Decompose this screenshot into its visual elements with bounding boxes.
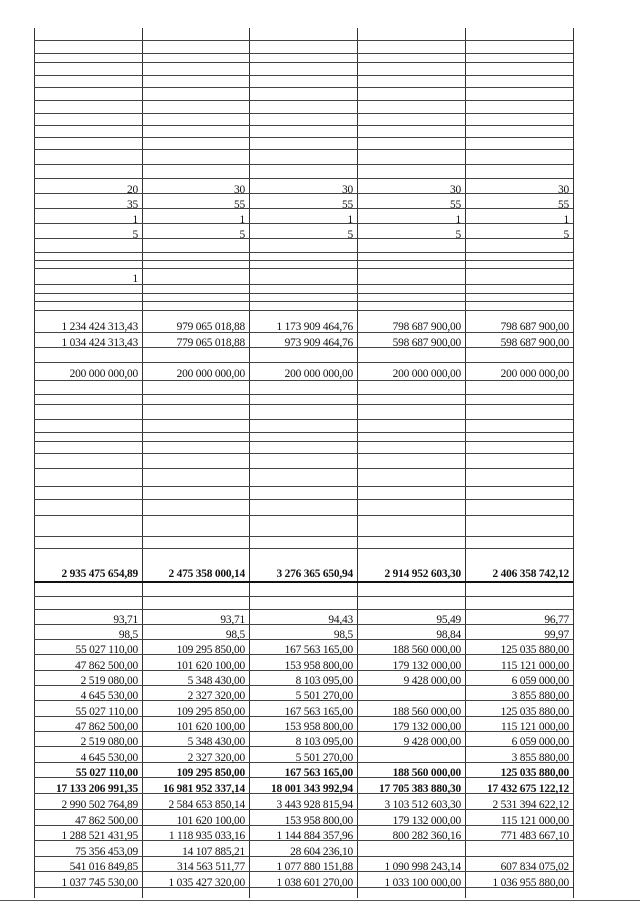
table-cell: 55 <box>450 199 461 211</box>
table-cell: 125 035 880,00 <box>500 644 569 656</box>
table-cell: 798 687 900,00 <box>500 321 569 333</box>
table-cell: 98,84 <box>436 629 461 641</box>
table-cell: 1 <box>132 214 138 226</box>
table-cell: 1 036 955 880,00 <box>492 877 569 889</box>
table-cell: 55 <box>342 199 353 211</box>
row-rule <box>34 468 573 469</box>
table-row <box>34 751 573 765</box>
table-cell: 1 <box>347 214 353 226</box>
row-rule <box>34 404 573 405</box>
table-row <box>34 272 573 286</box>
row-rule <box>34 40 573 41</box>
table-cell: 1 037 745 530,00 <box>61 877 138 889</box>
table-cell: 96,77 <box>544 614 569 626</box>
table-row <box>34 183 573 197</box>
table-cell: 1 077 880 151,88 <box>276 861 353 873</box>
table-cell: 6 059 000,00 <box>511 736 569 748</box>
row-rule <box>34 164 573 165</box>
table-cell: 3 855 880,00 <box>511 752 569 764</box>
table-cell: 5 348 430,00 <box>187 736 245 748</box>
table-cell: 598 687 900,00 <box>500 337 569 349</box>
row-rule <box>34 100 573 101</box>
table-row <box>34 860 573 874</box>
table-cell: 20 <box>127 184 138 196</box>
table-cell: 9 428 000,00 <box>403 675 461 687</box>
table-cell: 2 327 320,00 <box>187 690 245 702</box>
table-cell: 99,97 <box>544 629 569 641</box>
table-cell: 55 <box>558 199 569 211</box>
table-cell: 188 560 000,00 <box>392 644 461 656</box>
table-cell: 30 <box>342 184 353 196</box>
table-row <box>34 782 573 796</box>
table-row <box>34 845 573 859</box>
table-cell: 30 <box>450 184 461 196</box>
row-rule <box>34 62 573 63</box>
table-cell: 1 038 601 270,00 <box>276 877 353 889</box>
table-cell: 5 348 430,00 <box>187 675 245 687</box>
page-bottom-rule <box>0 900 640 901</box>
table-cell: 2 990 502 764,89 <box>61 799 138 811</box>
row-rule <box>34 362 573 363</box>
table-cell <box>465 845 573 859</box>
table-cell: 115 121 000,00 <box>501 660 569 672</box>
table-cell: 607 834 075,02 <box>500 861 569 873</box>
table-cell: 188 560 000,00 <box>392 767 461 779</box>
table-cell: 115 121 000,00 <box>501 721 569 733</box>
table-cell: 200 000 000,00 <box>284 368 353 380</box>
table-cell: 95,49 <box>436 614 461 626</box>
table-cell: 55 <box>234 199 245 211</box>
table-cell: 94,43 <box>328 614 353 626</box>
table-cell: 18 001 343 992,94 <box>270 783 353 795</box>
row-rule <box>34 499 573 500</box>
table-cell: 98,5 <box>225 629 245 641</box>
row-rule <box>34 87 573 88</box>
row-rule <box>34 260 573 261</box>
table-cell: 167 563 165,00 <box>284 644 353 656</box>
table-cell: 30 <box>234 184 245 196</box>
table-cell: 5 <box>563 229 569 241</box>
table-row <box>34 766 573 780</box>
table-row <box>34 643 573 657</box>
table-cell: 200 000 000,00 <box>69 368 138 380</box>
row-rule <box>34 548 573 549</box>
table-cell: 153 958 800,00 <box>284 660 353 672</box>
table-cell: 800 282 360,16 <box>392 830 461 842</box>
table-cell: 8 103 095,00 <box>295 675 353 687</box>
table-cell: 101 620 100,00 <box>176 815 245 827</box>
table-cell: 3 443 928 815,94 <box>276 799 353 811</box>
table-cell: 109 295 850,00 <box>176 706 245 718</box>
table-cell: 5 <box>455 229 461 241</box>
table-cell: 598 687 900,00 <box>392 337 461 349</box>
table-row <box>34 320 573 334</box>
table-cell: 17 705 383 880,30 <box>378 783 461 795</box>
table-row <box>34 735 573 749</box>
table-cell: 55 027 110,00 <box>75 644 138 656</box>
table-cell: 188 560 000,00 <box>392 706 461 718</box>
table-cell: 5 <box>132 229 138 241</box>
column-rule <box>573 28 574 898</box>
table-cell: 101 620 100,00 <box>176 660 245 672</box>
table-cell <box>357 689 465 703</box>
table-row <box>34 829 573 843</box>
table-row <box>34 705 573 719</box>
table-cell <box>357 272 465 286</box>
table-cell: 5 <box>347 229 353 241</box>
table-cell: 98,5 <box>118 629 138 641</box>
row-rule <box>34 609 573 610</box>
table-cell: 2 584 653 850,14 <box>168 799 245 811</box>
table-cell: 2 519 080,00 <box>80 736 138 748</box>
row-rule <box>34 453 573 454</box>
table-cell: 93,71 <box>113 614 138 626</box>
table-cell: 1 118 935 033,16 <box>168 830 245 842</box>
table-cell: 3 855 880,00 <box>511 690 569 702</box>
table-cell: 1 <box>455 214 461 226</box>
table-row <box>34 798 573 812</box>
row-rule <box>34 536 573 537</box>
table-cell: 55 027 110,00 <box>75 706 138 718</box>
table-cell: 1 <box>239 214 245 226</box>
table-cell: 167 563 165,00 <box>284 706 353 718</box>
table-cell: 5 501 270,00 <box>295 690 353 702</box>
row-rule <box>34 515 573 516</box>
table-cell: 200 000 000,00 <box>392 368 461 380</box>
table-row <box>34 198 573 212</box>
table-cell: 167 563 165,00 <box>284 767 353 779</box>
table-cell: 3 276 365 650,94 <box>276 568 353 580</box>
table-cell: 47 862 500,00 <box>75 660 138 672</box>
table-cell: 1 288 521 431,95 <box>61 830 138 842</box>
table-cell: 109 295 850,00 <box>176 767 245 779</box>
table-cell: 125 035 880,00 <box>500 706 569 718</box>
table-cell: 200 000 000,00 <box>500 368 569 380</box>
row-rule <box>34 293 573 294</box>
table-cell: 541 016 849,85 <box>69 861 138 873</box>
table-row <box>34 628 573 642</box>
table-cell <box>357 845 465 859</box>
row-rule <box>34 113 573 114</box>
table-cell: 8 103 095,00 <box>295 736 353 748</box>
row-rule <box>34 301 573 302</box>
table-cell: 35 <box>127 199 138 211</box>
table-row <box>34 613 573 627</box>
table-cell: 4 645 530,00 <box>80 690 138 702</box>
table-cell: 2 914 952 603,30 <box>384 568 461 580</box>
table-cell: 1 035 427 320,00 <box>168 877 245 889</box>
row-rule <box>34 596 573 597</box>
table-cell: 6 059 000,00 <box>511 675 569 687</box>
table-cell: 153 958 800,00 <box>284 815 353 827</box>
table-cell: 1 033 100 000,00 <box>384 877 461 889</box>
table-cell: 125 035 880,00 <box>500 767 569 779</box>
row-rule <box>34 486 573 487</box>
row-rule <box>34 53 573 54</box>
row-rule <box>34 252 573 253</box>
row-rule <box>34 149 573 150</box>
table-row <box>34 567 573 581</box>
row-rule <box>34 268 573 269</box>
row-rule <box>34 581 573 583</box>
row-rule <box>34 125 573 126</box>
table-row <box>34 674 573 688</box>
table-cell: 5 <box>239 229 245 241</box>
row-rule <box>34 178 573 179</box>
table-row <box>34 659 573 673</box>
table-cell <box>465 272 573 286</box>
table-cell: 179 132 000,00 <box>392 660 461 672</box>
table-cell: 2 475 358 000,14 <box>168 568 245 580</box>
table-cell: 55 027 110,00 <box>75 767 138 779</box>
table-cell: 17 133 206 991,35 <box>55 783 138 795</box>
table-cell: 9 428 000,00 <box>403 736 461 748</box>
table-row <box>34 336 573 350</box>
row-rule <box>34 441 573 442</box>
table-cell: 314 563 511,77 <box>177 861 245 873</box>
table-cell: 47 862 500,00 <box>75 815 138 827</box>
table-cell: 771 483 667,10 <box>500 830 569 842</box>
table-cell: 779 065 018,88 <box>176 337 245 349</box>
table-cell: 115 121 000,00 <box>501 815 569 827</box>
table-cell <box>142 272 249 286</box>
row-rule <box>34 75 573 76</box>
table-cell: 17 432 675 122,12 <box>486 783 569 795</box>
table-cell: 1 <box>132 273 138 285</box>
table-cell: 93,71 <box>220 614 245 626</box>
table-cell: 1 173 909 464,76 <box>276 321 353 333</box>
table-cell: 973 909 464,76 <box>284 337 353 349</box>
table-cell: 153 958 800,00 <box>284 721 353 733</box>
table-cell: 2 531 394 622,12 <box>492 799 569 811</box>
table-cell: 2 327 320,00 <box>187 752 245 764</box>
table-cell: 1 144 884 357,96 <box>276 830 353 842</box>
row-rule <box>34 310 573 311</box>
table-row <box>34 367 573 381</box>
table-cell: 1 090 998 243,14 <box>384 861 461 873</box>
table-cell: 101 620 100,00 <box>176 721 245 733</box>
table-row <box>34 213 573 227</box>
row-rule <box>34 394 573 395</box>
table-cell: 200 000 000,00 <box>176 368 245 380</box>
table-cell: 98,5 <box>333 629 353 641</box>
table-cell: 30 <box>558 184 569 196</box>
table-cell: 2 519 080,00 <box>80 675 138 687</box>
table-cell <box>357 751 465 765</box>
table-cell: 2 935 475 654,89 <box>61 568 138 580</box>
table-cell: 979 065 018,88 <box>176 321 245 333</box>
row-rule <box>34 419 573 420</box>
table-cell: 28 604 236,10 <box>290 846 353 858</box>
table-row <box>34 876 573 890</box>
table-cell: 798 687 900,00 <box>392 321 461 333</box>
table-cell: 14 107 885,21 <box>182 846 245 858</box>
table-cell: 109 295 850,00 <box>176 644 245 656</box>
table-cell: 3 103 512 603,30 <box>384 799 461 811</box>
row-rule <box>34 432 573 433</box>
table-row <box>34 814 573 828</box>
table-cell: 75 356 453,09 <box>75 846 138 858</box>
table-cell: 47 862 500,00 <box>75 721 138 733</box>
table-cell: 179 132 000,00 <box>392 721 461 733</box>
table-cell: 1 <box>563 214 569 226</box>
table-cell: 179 132 000,00 <box>392 815 461 827</box>
table-cell: 2 406 358 742,12 <box>492 568 569 580</box>
table-cell <box>249 272 357 286</box>
table-cell: 16 981 952 337,14 <box>162 783 245 795</box>
table-cell: 5 501 270,00 <box>295 752 353 764</box>
table-row <box>34 228 573 242</box>
row-rule <box>34 137 573 138</box>
table-cell: 4 645 530,00 <box>80 752 138 764</box>
table-row <box>34 689 573 703</box>
table-cell: 1 234 424 313,43 <box>61 321 138 333</box>
table-cell: 1 034 424 313,43 <box>61 337 138 349</box>
table-row <box>34 720 573 734</box>
